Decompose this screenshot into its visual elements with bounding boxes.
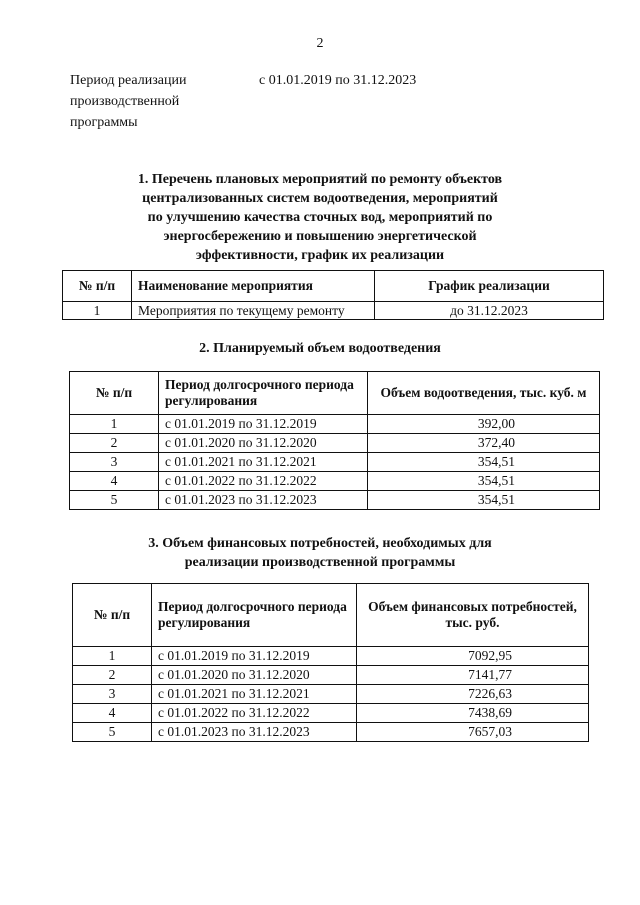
cell-number: 2	[73, 666, 152, 685]
table-header-row	[63, 271, 604, 302]
cell-text: с 01.01.2021 по 31.12.2021	[159, 453, 368, 472]
table-row	[73, 723, 589, 742]
section2-title	[0, 339, 640, 358]
cell-text: с 01.01.2020 по 31.12.2020	[152, 666, 357, 685]
cell-text: с 01.01.2023 по 31.12.2023	[152, 723, 357, 742]
section3-title-line: реализации производственной программы	[184, 555, 456, 570]
period-label-line: производственной	[70, 94, 180, 109]
column-header-number: № п/п	[63, 271, 132, 302]
column-header-financial-volume: Объем финансовых потребностей, тыс. руб.	[357, 584, 589, 647]
section3-title	[0, 534, 640, 572]
section1-title-line: по улучшению качества сточных вод, мероприятий по	[147, 210, 493, 225]
table-row	[73, 704, 589, 723]
column-header-number: № п/п	[70, 372, 159, 415]
table-header-row	[73, 584, 589, 647]
wastewater-volume-table	[69, 371, 600, 510]
financial-needs-table	[72, 583, 589, 742]
cell-text: с 01.01.2023 по 31.12.2023	[159, 491, 368, 510]
table-row	[73, 685, 589, 704]
cell-value: 7141,77	[357, 666, 589, 685]
wastewater-volume-table-body	[70, 415, 600, 510]
section1-title	[0, 170, 640, 265]
column-header-period: Период долгосрочного периода регулирования	[152, 584, 357, 647]
section1-title-line: энергосбережению и повышению энергетической	[163, 229, 477, 244]
section2-title-line: 2. Планируемый объем водоотведения	[199, 341, 441, 356]
period-label	[70, 70, 240, 133]
cell-number: 5	[73, 723, 152, 742]
column-header-volume: Объем водоотведения, тыс. куб. м	[368, 372, 600, 415]
cell-value: 7438,69	[357, 704, 589, 723]
section1-title-line: централизованных систем водоотведения, мероприятий	[142, 191, 498, 206]
cell-number: 1	[73, 647, 152, 666]
cell-value: до 31.12.2023	[375, 302, 604, 320]
cell-value: 7226,63	[357, 685, 589, 704]
table-header-row	[70, 372, 600, 415]
cell-number: 4	[70, 472, 159, 491]
period-label-line: программы	[70, 115, 138, 130]
table-row	[70, 453, 600, 472]
section1-title-line: эффективности, график их реализации	[195, 248, 445, 263]
period-label-line: Период реализации	[70, 73, 187, 88]
table-row	[70, 472, 600, 491]
cell-text: с 01.01.2020 по 31.12.2020	[159, 434, 368, 453]
cell-text: с 01.01.2019 по 31.12.2019	[152, 647, 357, 666]
cell-number: 3	[70, 453, 159, 472]
table-row	[70, 415, 600, 434]
activities-table-body	[63, 302, 604, 320]
cell-value: 354,51	[368, 491, 600, 510]
section1-title-line: 1. Перечень плановых мероприятий по ремонту объектов	[137, 172, 503, 187]
table-row	[63, 302, 604, 320]
cell-value: 7092,95	[357, 647, 589, 666]
table-row	[70, 491, 600, 510]
cell-number: 2	[70, 434, 159, 453]
column-header-number: № п/п	[73, 584, 152, 647]
cell-number: 4	[73, 704, 152, 723]
section3-title-line: 3. Объем финансовых потребностей, необходимых для	[148, 536, 492, 551]
table-row	[73, 666, 589, 685]
page-number: 2	[316, 36, 324, 51]
cell-number: 1	[63, 302, 132, 320]
table-row	[70, 434, 600, 453]
cell-number: 1	[70, 415, 159, 434]
cell-value: 354,51	[368, 472, 600, 491]
cell-value: 7657,03	[357, 723, 589, 742]
cell-value: 354,51	[368, 453, 600, 472]
table-row	[73, 647, 589, 666]
cell-text: с 01.01.2022 по 31.12.2022	[152, 704, 357, 723]
column-header-period: Период долгосрочного периода регулирования	[159, 372, 368, 415]
cell-text: с 01.01.2021 по 31.12.2021	[152, 685, 357, 704]
financial-needs-table-body	[73, 647, 589, 742]
activities-table	[62, 270, 604, 320]
column-header-schedule: График реализации	[375, 271, 604, 302]
cell-number: 5	[70, 491, 159, 510]
period-value: с 01.01.2019 по 31.12.2023	[259, 73, 417, 88]
cell-value: 372,40	[368, 434, 600, 453]
cell-value: 392,00	[368, 415, 600, 434]
column-header-activity: Наименование мероприятия	[132, 271, 375, 302]
cell-text: Мероприятия по текущему ремонту	[132, 302, 375, 320]
cell-number: 3	[73, 685, 152, 704]
cell-text: с 01.01.2019 по 31.12.2019	[159, 415, 368, 434]
cell-text: с 01.01.2022 по 31.12.2022	[159, 472, 368, 491]
